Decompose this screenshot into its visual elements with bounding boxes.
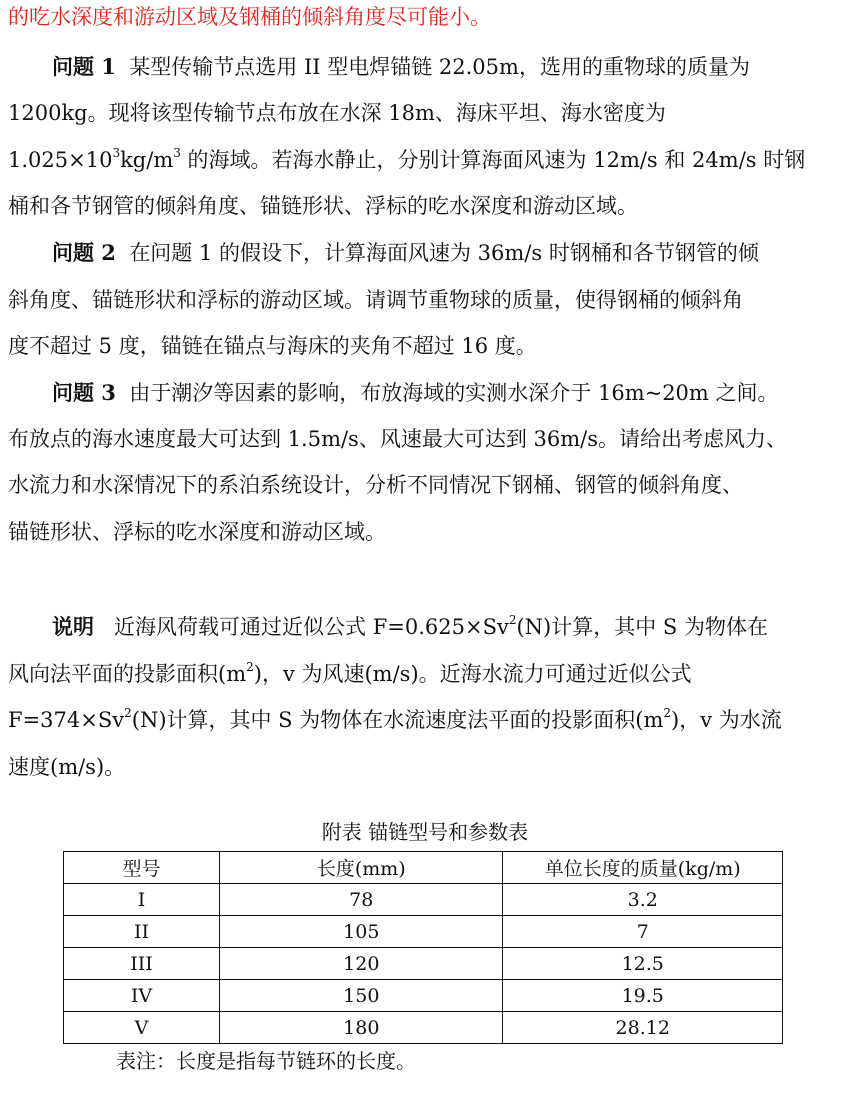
q1-line-4: 桶和各节钢管的倾斜角度、锚链形状、浮标的吃水深度和游动区域。 xyxy=(8,194,638,218)
q3-text-1: 由于潮汐等因素的影响，布放海域的实测水深介于 16m~20m 之间。 xyxy=(129,381,779,405)
cell-unit-mass: 19.5 xyxy=(503,980,783,1012)
table-row xyxy=(64,980,783,1012)
note-text-1b: (N)计算，其中 S 为物体在 xyxy=(516,615,768,639)
q2-line-1 xyxy=(8,238,840,268)
header-unit-mass: 单位长度的质量(kg/m) xyxy=(503,852,783,884)
q1-text-3b: kg/m xyxy=(120,148,174,172)
note-line-4: 速度(m/s)。 xyxy=(8,755,126,779)
note-sup-2: 2 xyxy=(246,660,254,674)
note-label: 说明 xyxy=(52,614,94,639)
cell-length: 180 xyxy=(220,1012,503,1044)
note-line-2 xyxy=(8,659,840,689)
q3-line-4: 锚链形状、浮标的吃水深度和游动区域。 xyxy=(8,520,386,544)
q3-label: 问题 3 xyxy=(52,380,116,405)
q1-sup-2: 3 xyxy=(173,146,181,160)
note-line-3 xyxy=(8,705,840,735)
note-sup-4: 2 xyxy=(663,706,671,720)
q1-text-3c: 的海域。若海水静止，分别计算海面风速为 12m/s 和 24m/s 时钢 xyxy=(180,148,806,172)
q3-line-2: 布放点的海水速度最大可达到 1.5m/s、风速最大可达到 36m/s。请给出考虑风力、 xyxy=(8,427,787,451)
cell-model: I xyxy=(64,884,220,916)
q1-line-1 xyxy=(8,52,840,82)
table-row xyxy=(64,916,783,948)
cell-unit-mass: 12.5 xyxy=(503,948,783,980)
table-row xyxy=(64,948,783,980)
q3-line-1 xyxy=(8,378,840,408)
table-header-row xyxy=(64,852,783,884)
anchor-chain-table xyxy=(63,851,783,1044)
q1-line-3 xyxy=(8,145,840,175)
q1-text-3a: 1.025×10 xyxy=(8,148,113,172)
note-text-3a: F=374×Sv xyxy=(8,708,125,732)
cell-unit-mass: 28.12 xyxy=(503,1012,783,1044)
note-sup-3: 2 xyxy=(124,706,132,720)
table-row xyxy=(64,1012,783,1044)
table-footnote: 表注：长度是指每节链环的长度。 xyxy=(116,1049,416,1073)
note-text-3b: (N)计算，其中 S 为物体在水流速度法平面的投影面积(m xyxy=(131,708,664,732)
q2-line-2: 斜角度、锚链形状和浮标的游动区域。请调节重物球的质量，使得钢桶的倾斜角 xyxy=(8,288,743,312)
q3-line-3: 水流力和水深情况下的系泊系统设计，分析不同情况下钢桶、钢管的倾斜角度、 xyxy=(8,473,743,497)
intro-line: 的吃水深度和游动区域及钢桶的倾斜角度尽可能小。 xyxy=(8,5,491,29)
q1-line-2: 1200kg。现将该型传输节点布放在水深 18m、海床平坦、海水密度为 xyxy=(8,101,666,125)
q2-label: 问题 2 xyxy=(52,240,116,265)
header-length: 长度(mm) xyxy=(220,852,503,884)
cell-model: IV xyxy=(64,980,220,1012)
cell-length: 120 xyxy=(220,948,503,980)
note-text-2a: 风向法平面的投影面积(m xyxy=(8,662,247,686)
header-model: 型号 xyxy=(64,852,220,884)
cell-model: III xyxy=(64,948,220,980)
note-text-1a: 近海风荷载可通过近似公式 F=0.625×Sv xyxy=(114,615,509,639)
cell-model: II xyxy=(64,916,220,948)
table-title: 附表 锚链型号和参数表 xyxy=(321,820,529,844)
q1-label: 问题 1 xyxy=(52,54,116,79)
note-text-2b: )，v 为风速(m/s)。近海水流力可通过近似公式 xyxy=(253,662,692,686)
table-row xyxy=(64,884,783,916)
q2-line-3: 度不超过 5 度，锚链在锚点与海床的夹角不超过 16 度。 xyxy=(8,334,537,358)
cell-model: V xyxy=(64,1012,220,1044)
cell-unit-mass: 3.2 xyxy=(503,884,783,916)
note-text-3c: )，v 为水流 xyxy=(671,708,782,732)
q1-text-1: 某型传输节点选用 II 型电焊锚链 22.05m，选用的重物球的质量为 xyxy=(129,55,750,79)
cell-length: 105 xyxy=(220,916,503,948)
q2-text-1: 在问题 1 的假设下，计算海面风速为 36m/s 时钢桶和各节钢管的倾 xyxy=(129,241,759,265)
note-line-1 xyxy=(8,612,840,642)
cell-unit-mass: 7 xyxy=(503,916,783,948)
cell-length: 78 xyxy=(220,884,503,916)
cell-length: 150 xyxy=(220,980,503,1012)
q1-sup-1: 3 xyxy=(112,146,121,160)
note-sup-1: 2 xyxy=(508,613,517,627)
